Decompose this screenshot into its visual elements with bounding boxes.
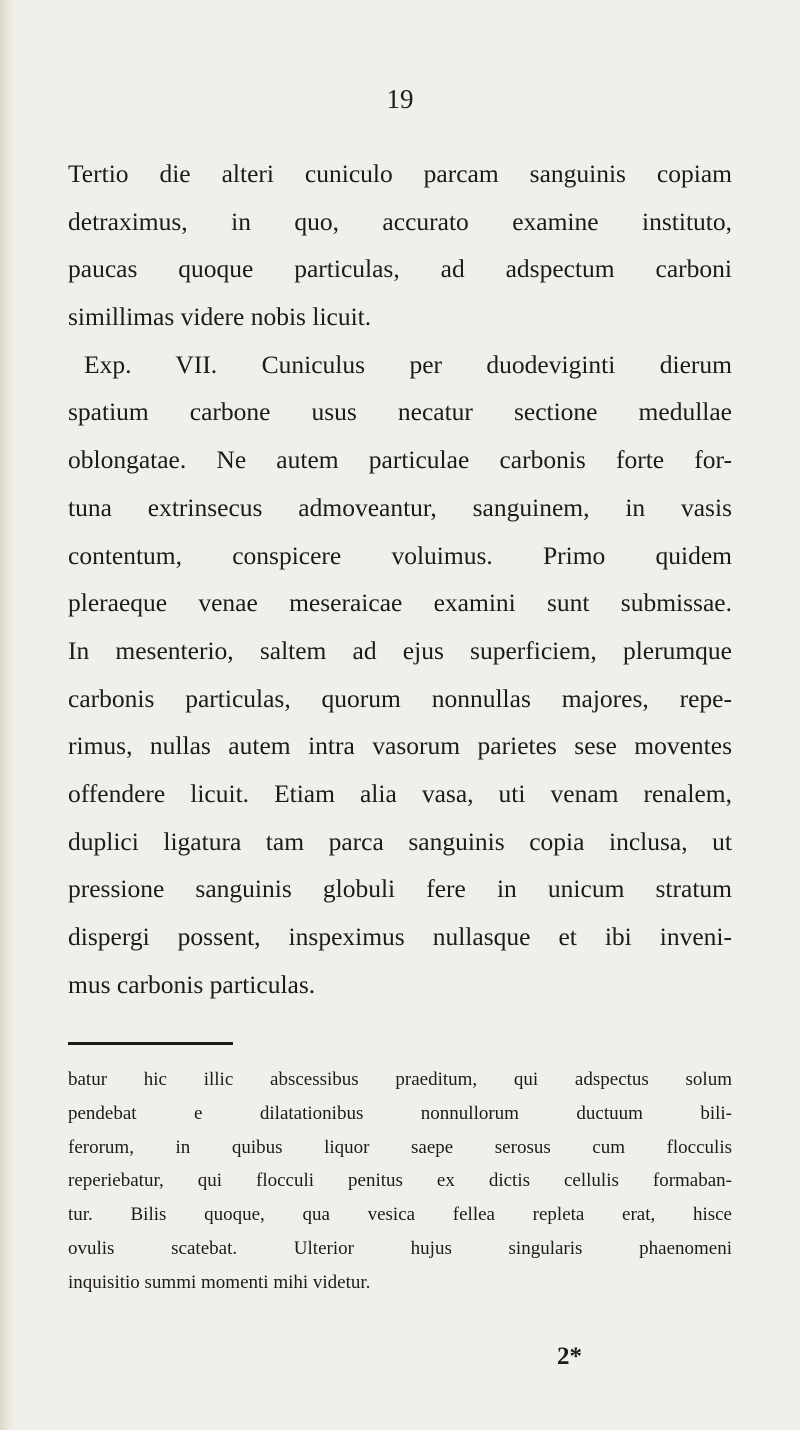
body-line: spatium carbone usus necatur sectione medullae (68, 397, 732, 427)
body-line: Tertio die alteri cuniculo parcam sanguinis copiam (68, 159, 732, 188)
footnote-line: reperiebatur, qui flocculi penitus ex dictis cellulis formaban- (68, 1170, 732, 1192)
footnote (68, 1063, 732, 1300)
body-line: detraximus, in quo, accurato examine instituto, (68, 206, 732, 236)
body-line: offendere licuit. Etiam alia vasa, uti venam renalem, (68, 778, 732, 808)
page-edge-shadow (0, 0, 14, 1430)
body-line: pleraeque venae meseraicae examini sunt submissae. (68, 588, 732, 618)
body-line: dispergi possent, inspeximus nullasque et ibi inveni- (68, 922, 732, 951)
body-line: simillimas videre nobis licuit. (68, 302, 372, 332)
body-line: contentum, conspicere voluimus. Primo quidem (68, 540, 732, 570)
body-line: mus carbonis particulas. (68, 969, 316, 999)
page-number: 19 (386, 84, 414, 114)
footnote-line: ferorum, in quibus liquor saepe serosus cum flocculis (68, 1136, 732, 1158)
body-line: In mesenterio, saltem ad ejus superficiem, plerumque (68, 635, 732, 665)
body-line: carbonis particulas, quorum nonnullas majores, repe- (68, 683, 732, 713)
body-text (68, 150, 732, 1008)
footnote-line: ovulis scatebat. Ulterior hujus singularis phaenomeni (68, 1237, 732, 1259)
body-line: tuna extrinsecus admoveantur, sanguinem, in vasis (68, 492, 732, 522)
footnote-divider (68, 1042, 233, 1045)
footnote-line: batur hic illic abscessibus praeditum, qui adspectus solum (68, 1069, 732, 1090)
body-line: duplici ligatura tam parca sanguinis copia inclusa, ut (68, 826, 732, 856)
body-line: paucas quoque particulas, ad adspectum carboni (68, 254, 732, 284)
footnote-line: inquisitio summi momenti mihi videtur. (68, 1271, 371, 1293)
footnote-line: tur. Bilis quoque, qua vesica fellea repleta erat, hisce (68, 1204, 732, 1226)
body-line: Exp. VII. Cuniculus per duodeviginti dierum (84, 349, 732, 379)
body-line: oblongatae. Ne autem particulae carbonis forte for- (68, 445, 732, 475)
footnote-line: pendebat e dilatationibus nonnullorum ductuum bili- (68, 1102, 732, 1124)
body-line: rimus, nullas autem intra vasorum parietes sese moventes (68, 731, 732, 761)
signature-mark: 2* (557, 1343, 582, 1370)
body-line: pressione sanguinis globuli fere in unicum stratum (68, 874, 732, 904)
